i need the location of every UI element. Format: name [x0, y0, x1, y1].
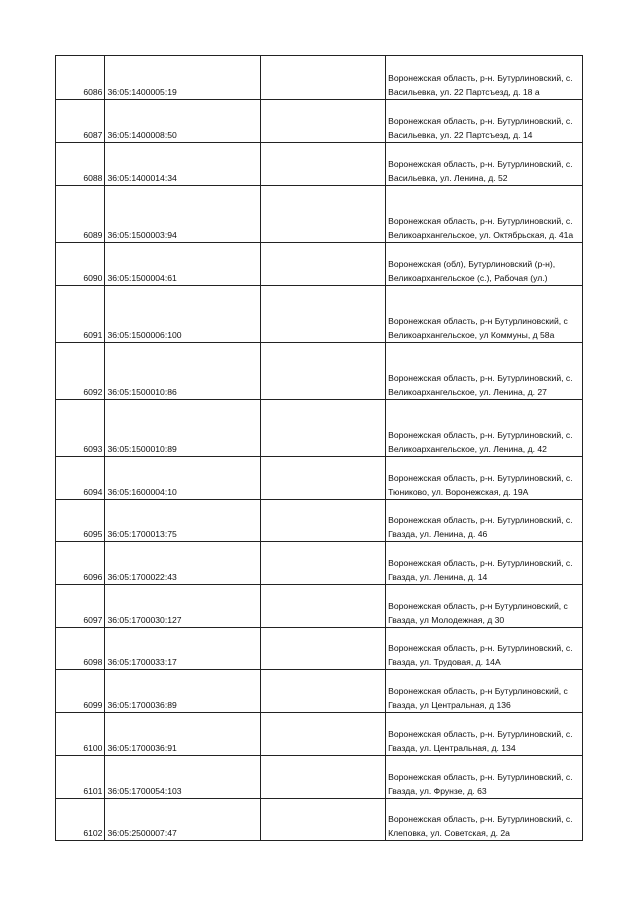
address-text: Воронежская область, р-н. Бутурлиновский, с. Васильевка, ул. Ленина, д. 52: [388, 159, 573, 183]
address-text: Воронежская область, р-н Бутурлиновский, с Великоархангельское, ул Коммуны, д 58а: [388, 316, 568, 340]
address-cell: [386, 286, 583, 343]
address-text: Воронежская область, р-н. Бутурлиновский, с. Гвазда, ул. Ленина, д. 14: [388, 558, 573, 582]
address-cell: [386, 100, 583, 143]
table-row: [56, 799, 583, 841]
address-text: Воронежская область, р-н Бутурлиновский, с Гвазда, ул Центральная, д 136: [388, 686, 568, 710]
row-number: 6096: [56, 542, 105, 585]
empty-cell: [260, 756, 385, 799]
address-text: Воронежская область, р-н. Бутурлиновский, с. Гвазда, ул. Ленина, д. 46: [388, 515, 573, 539]
table-row: [56, 56, 583, 100]
table-row: [56, 243, 583, 286]
empty-cell: [260, 670, 385, 713]
table-row: [56, 713, 583, 756]
row-number: 6086: [56, 56, 105, 100]
address-text: Воронежская область, р-н. Бутурлиновский, с. Гвазда, ул. Центральная, д. 134: [388, 729, 573, 753]
empty-cell: [260, 799, 385, 841]
address-cell: [386, 628, 583, 670]
empty-cell: [260, 243, 385, 286]
cadastral-number: 36:05:2500007:47: [105, 799, 260, 841]
address-cell: [386, 243, 583, 286]
cadastral-number: 36:05:1700054:103: [105, 756, 260, 799]
row-number: 6087: [56, 100, 105, 143]
cadastral-number: 36:05:1500004:61: [105, 243, 260, 286]
table-row: [56, 343, 583, 400]
row-number: 6099: [56, 670, 105, 713]
table-row: [56, 143, 583, 186]
empty-cell: [260, 343, 385, 400]
empty-cell: [260, 542, 385, 585]
cadastral-number: 36:05:1500010:89: [105, 400, 260, 457]
address-text: Воронежская область, р-н. Бутурлиновский, с. Великоархангельское, ул. Октябрьская, д. 41а: [388, 216, 574, 240]
empty-cell: [260, 186, 385, 243]
address-text: Воронежская область, р-н. Бутурлиновский, с. Клеповка, ул. Советская, д. 2а: [388, 814, 573, 838]
cadastral-number: 36:05:1700013:75: [105, 500, 260, 542]
row-number: 6091: [56, 286, 105, 343]
cadastral-number: 36:05:1400005:19: [105, 56, 260, 100]
address-cell: [386, 400, 583, 457]
address-cell: [386, 713, 583, 756]
address-cell: [386, 56, 583, 100]
address-text: Воронежская область, р-н. Бутурлиновский, с. Великоархангельское, ул. Ленина, д. 27: [388, 373, 573, 397]
row-number: 6088: [56, 143, 105, 186]
table-row: [56, 286, 583, 343]
row-number: 6089: [56, 186, 105, 243]
address-text: Воронежская (обл), Бутурлиновский (р-н), Великоархангельское (с.), Рабочая (ул.): [388, 259, 556, 283]
records-table: [55, 55, 583, 841]
row-number: 6092: [56, 343, 105, 400]
cadastral-number: 36:05:1700036:89: [105, 670, 260, 713]
row-number: 6090: [56, 243, 105, 286]
row-number: 6100: [56, 713, 105, 756]
empty-cell: [260, 585, 385, 628]
address-text: Воронежская область, р-н. Бутурлиновский, с. Гвазда, ул. Трудовая, д. 14А: [388, 643, 573, 667]
cadastral-number: 36:05:1700036:91: [105, 713, 260, 756]
row-number: 6101: [56, 756, 105, 799]
table-row: [56, 756, 583, 799]
address-cell: [386, 756, 583, 799]
address-cell: [386, 457, 583, 500]
table-row: [56, 500, 583, 542]
address-text: Воронежская область, р-н Бутурлиновский, с Гвазда, ул Молодежная, д 30: [388, 601, 568, 625]
table-row: [56, 628, 583, 670]
table-row: [56, 542, 583, 585]
address-cell: [386, 585, 583, 628]
table-row: [56, 670, 583, 713]
row-number: 6102: [56, 799, 105, 841]
address-text: Воронежская область, р-н. Бутурлиновский, с. Великоархангельское, ул. Ленина, д. 42: [388, 430, 573, 454]
row-number: 6093: [56, 400, 105, 457]
table-row: [56, 585, 583, 628]
address-cell: [386, 343, 583, 400]
address-cell: [386, 186, 583, 243]
empty-cell: [260, 143, 385, 186]
empty-cell: [260, 100, 385, 143]
address-cell: [386, 500, 583, 542]
address-cell: [386, 143, 583, 186]
row-number: 6095: [56, 500, 105, 542]
cadastral-number: 36:05:1700030:127: [105, 585, 260, 628]
empty-cell: [260, 457, 385, 500]
cadastral-number: 36:05:1500010:86: [105, 343, 260, 400]
address-text: Воронежская область, р-н. Бутурлиновский, с. Тюниково, ул. Воронежская, д. 19А: [388, 473, 573, 497]
address-text: Воронежская область, р-н. Бутурлиновский, с. Гвазда, ул. Фрунзе, д. 63: [388, 772, 573, 796]
records-table-body: [56, 56, 583, 841]
address-cell: [386, 542, 583, 585]
cadastral-number: 36:05:1700022:43: [105, 542, 260, 585]
table-row: [56, 186, 583, 243]
cadastral-number: 36:05:1600004:10: [105, 457, 260, 500]
address-cell: [386, 670, 583, 713]
empty-cell: [260, 286, 385, 343]
row-number: 6098: [56, 628, 105, 670]
empty-cell: [260, 56, 385, 100]
cadastral-number: 36:05:1400014:34: [105, 143, 260, 186]
empty-cell: [260, 713, 385, 756]
row-number: 6097: [56, 585, 105, 628]
cadastral-number: 36:05:1700033:17: [105, 628, 260, 670]
empty-cell: [260, 500, 385, 542]
address-text: Воронежская область, р-н. Бутурлиновский, с. Васильевка, ул. 22 Партсъезд, д. 18 а: [388, 73, 573, 97]
table-row: [56, 400, 583, 457]
cadastral-number: 36:05:1400008:50: [105, 100, 260, 143]
empty-cell: [260, 628, 385, 670]
address-cell: [386, 799, 583, 841]
cadastral-number: 36:05:1500003:94: [105, 186, 260, 243]
table-row: [56, 100, 583, 143]
address-text: Воронежская область, р-н. Бутурлиновский, с. Васильевка, ул. 22 Партсъезд, д. 14: [388, 116, 573, 140]
empty-cell: [260, 400, 385, 457]
table-row: [56, 457, 583, 500]
cadastral-number: 36:05:1500006:100: [105, 286, 260, 343]
row-number: 6094: [56, 457, 105, 500]
